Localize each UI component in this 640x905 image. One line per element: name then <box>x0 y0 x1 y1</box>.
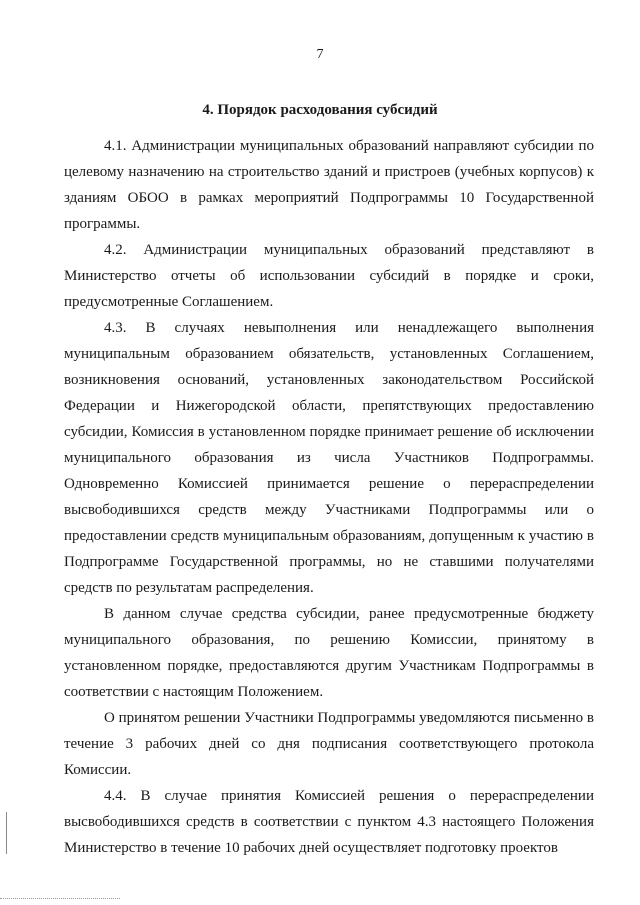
page-number: 7 <box>316 47 324 62</box>
paragraph-4-2: 4.2. Администрации муниципальных образований представляют в Министерство отчеты об использовании субсидий в порядке и сроки, предусмотренные Соглашением. <box>64 242 594 310</box>
paragraph-4-3-notice: О принятом решении Участники Подпрограммы уведомляются письменно в течение 3 рабочих дней со дня подписания соответствующего протокола Комиссии. <box>64 710 594 778</box>
paragraph-4-3-funds: В данном случае средства субсидии, ранее предусмотренные бюджету муниципального образования, по решению Комиссии, принятому в установленном порядке, предоставляются другим Участникам Подпрограммы в соответствии с настоящим Положением. <box>64 606 594 700</box>
section-body <box>64 133 594 861</box>
section-heading: 4. Порядок расходования субсидий <box>202 102 438 118</box>
scan-bottom-mark <box>0 898 120 899</box>
scan-margin-mark <box>6 812 7 854</box>
paragraph-4-4: 4.4. В случае принятия Комиссией решения о перераспределении высвободившихся средств в соответствии с пунктом 4.3 настоящего Положения Министерство в течение 10 рабочих дней осуществляет подготовку проектов <box>64 788 594 856</box>
paragraph-4-1: 4.1. Администрации муниципальных образований направляют субсидии по целевому назначению на строительство зданий и пристроев (учебных корпусов) к зданиям ОБОО в рамках мероприятий Подпрограммы 10 Государственной программы. <box>64 138 594 232</box>
paragraph-4-3: 4.3. В случаях невыполнения или ненадлежащего выполнения муниципальным образованием обязательств, установленных Соглашением, возникновения оснований, установленных законодательством Российской Федерации и Нижегородской области, препятствующих предоставлению субсидии, Комиссия в установленном порядке принимает решение об исключении муниципального образования из числа Участников Подпрограммы. Одновременно Комиссией принимается решение о перераспределении высвободившихся средств между Участниками Подпрограммы или о предоставлении средств муниципальным образованиям, допущенным к участию в Подпрограмме Государственной программы, но не ставшими получателями средств по результатам распределения. <box>64 320 594 596</box>
